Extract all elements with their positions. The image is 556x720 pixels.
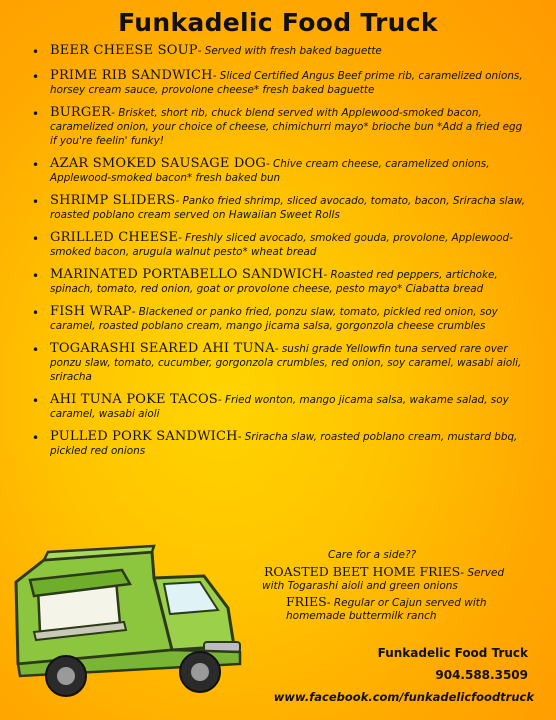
menu-item-desc: - Freshly sliced avocado, smoked gouda, provolone, Applewood-smoked bacon, arugula walnut pesto* wheat bread <box>50 232 513 258</box>
menu-item-desc: - Sriracha slaw, roasted poblano cream, mustard bbq, pickled red onions <box>50 431 518 457</box>
bullet-icon: • <box>32 158 40 172</box>
side-item <box>286 595 487 610</box>
menu-item-desc: - Fried wonton, mango jicama salsa, wakame salad, soy caramel, wasabi aioli <box>50 394 509 420</box>
menu-item-name: BURGER <box>50 105 112 120</box>
menu-item-desc: - Brisket, short rib, chuck blend served with Applewood-smoked bacon, caramelized onion, your choice of cheese, chimichurri mayo* brioche bun *Add a fried egg if you're feelin' funky! <box>50 107 523 147</box>
menu-item-name: SHRIMP SLIDERS <box>50 193 176 208</box>
side-item-name: FRIES <box>286 594 327 609</box>
menu-item <box>30 430 530 458</box>
bullet-icon: • <box>32 394 40 408</box>
menu-item-desc: - Sliced Certified Angus Beef prime rib, caramelized onions, horsey cream sauce, provolone cheese* fresh baked baguette <box>50 70 523 96</box>
footer-facebook-url: www.facebook.com/funkadelicfoodtruck <box>273 690 534 704</box>
bullet-icon: • <box>32 431 40 445</box>
menu-item <box>30 231 530 259</box>
menu-item <box>30 106 530 148</box>
footer-phone: 904.588.3509 <box>435 668 528 682</box>
menu-item-name: PULLED PORK SANDWICH <box>50 429 238 444</box>
menu-item <box>30 268 530 296</box>
menu-item <box>30 342 530 384</box>
menu-item-name: PRIME RIB SANDWICH <box>50 68 213 83</box>
menu-item-name: BEER CHEESE SOUP <box>50 43 198 58</box>
menu-list <box>30 44 530 458</box>
bullet-icon: • <box>32 269 40 283</box>
bullet-icon: • <box>32 306 40 320</box>
side-item-name: ROASTED BEET HOME FRIES <box>264 564 461 579</box>
page-title: Funkadelic Food Truck <box>118 8 438 37</box>
menu-item-name: AZAR SMOKED SAUSAGE DOG <box>50 156 266 171</box>
menu-item <box>30 69 530 97</box>
side-item-desc: homemade buttermilk ranch <box>286 610 437 622</box>
menu-item-desc: - Blackened or panko fried, ponzu slaw, tomato, pickled red onion, soy caramel, roasted poblano cream, mango jicama salsa, gorgonzola cheese crumbles <box>50 306 498 332</box>
menu-item <box>30 305 530 333</box>
bullet-icon: • <box>32 343 40 357</box>
menu-item-desc: - Panko fried shrimp, sliced avocado, tomato, bacon, Sriracha slaw, roasted poblano cream served on Hawaiian Sweet Rolls <box>50 195 526 221</box>
menu-item <box>30 157 530 185</box>
bullet-icon: • <box>32 45 40 59</box>
side-item-desc: - Regular or Cajun served with <box>326 597 487 609</box>
bullet-icon: • <box>32 70 40 84</box>
food-truck-illustration <box>4 538 254 718</box>
sides-header: Care for a side?? <box>328 549 417 561</box>
menu-item-name: FISH WRAP <box>50 304 132 319</box>
bullet-icon: • <box>32 107 40 121</box>
menu-item-name: GRILLED CHEESE <box>50 230 179 245</box>
menu-item-desc: - sushi grade Yellowfin tuna served rare over ponzu slaw, tomato, cucumber, gorgonzola crumbles, red onion, soy caramel, wasabi aioli, sriracha <box>50 343 522 383</box>
side-item-desc: with Togarashi aioli and green onions <box>262 580 458 592</box>
menu-item <box>30 393 530 421</box>
side-item-desc: - Served <box>460 567 505 579</box>
menu-item-desc: - Served with fresh baked baguette <box>197 45 382 57</box>
menu-item <box>30 194 530 222</box>
menu-item-name: TOGARASHI SEARED AHI TUNA <box>50 341 275 356</box>
menu-item <box>30 44 530 58</box>
menu-item-desc: - Chive cream cheese, caramelized onions, Applewood-smoked bacon* fresh baked bun <box>50 158 490 184</box>
menu-item-desc: - Roasted red peppers, artichoke, spinach, tomato, red onion, goat or provolone cheese, pesto mayo* Ciabatta bread <box>50 269 498 295</box>
menu-item-name: MARINATED PORTABELLO SANDWICH <box>50 267 324 282</box>
footer-business-name: Funkadelic Food Truck <box>377 646 528 660</box>
bullet-icon: • <box>32 195 40 209</box>
bullet-icon: • <box>32 232 40 246</box>
side-item <box>264 565 504 580</box>
menu-item-name: AHI TUNA POKE TACOS <box>50 392 218 407</box>
